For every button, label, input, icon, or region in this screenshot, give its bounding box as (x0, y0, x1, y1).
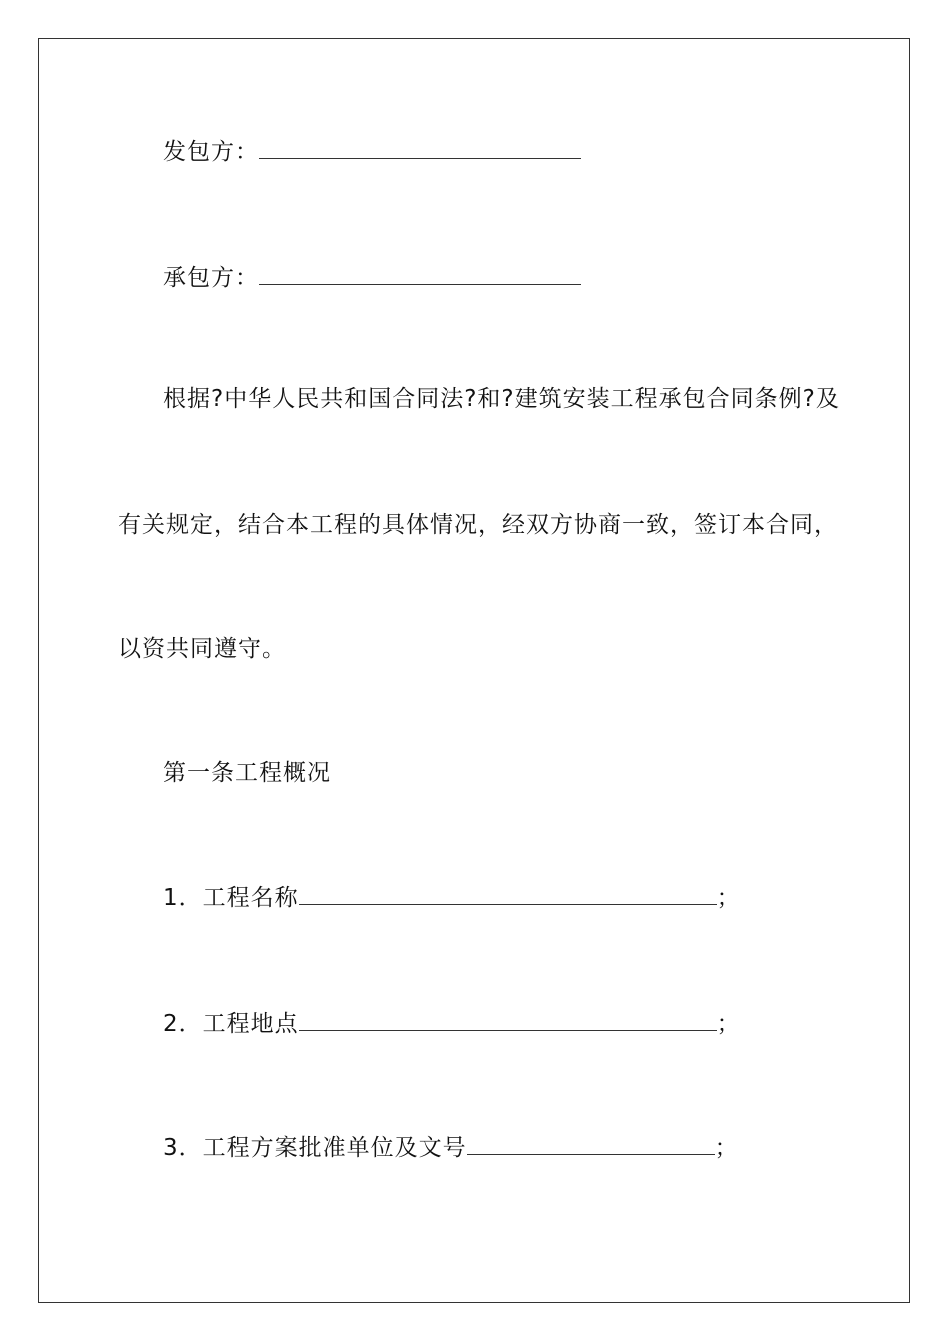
employer-label: 发包方： (163, 139, 259, 165)
contractor-label: 承包方： (163, 265, 259, 291)
project-site-label: 2．工程地点 (163, 1011, 299, 1037)
project-name-label: 1．工程名称 (163, 885, 299, 911)
page-border (38, 38, 910, 1303)
article-1-title: 第一条工程概况 (163, 760, 331, 786)
employer-line (163, 136, 581, 167)
item-project-site (163, 1008, 741, 1039)
item-3-terminator: ； (714, 1135, 739, 1161)
preamble-line-3: 以资共同遵守。 (118, 636, 286, 662)
item-1-terminator: ； (716, 885, 741, 911)
contractor-blank-field[interactable] (259, 262, 581, 285)
approval-unit-blank-field[interactable] (467, 1132, 715, 1155)
project-site-blank-field[interactable] (299, 1008, 717, 1031)
item-approval-unit (163, 1132, 739, 1163)
preamble-line-1: 根据?中华人民共和国合同法?和?建筑安装工程承包合同条例?及 (163, 386, 840, 412)
project-name-blank-field[interactable] (299, 882, 717, 905)
item-project-name (163, 882, 741, 913)
contractor-line (163, 262, 581, 293)
employer-blank-field[interactable] (259, 136, 581, 159)
item-2-terminator: ； (716, 1011, 741, 1037)
preamble-line-2: 有关规定，结合本工程的具体情况，经双方协商一致，签订本合同， (118, 512, 838, 538)
approval-unit-label: 3．工程方案批准单位及文号 (163, 1135, 467, 1161)
